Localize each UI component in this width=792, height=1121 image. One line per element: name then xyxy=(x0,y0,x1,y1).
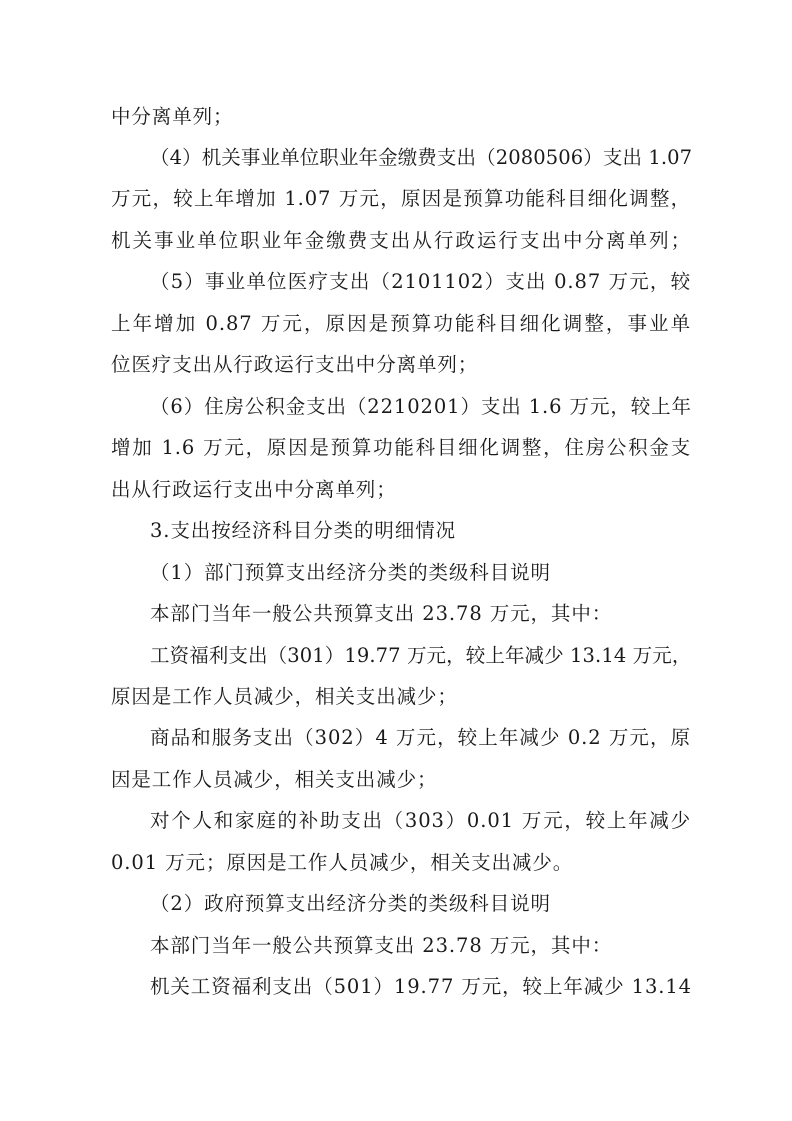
text-line: 机关工资福利支出（501）19.77 万元，较上年减少 13.14 xyxy=(150,975,692,998)
text-line: 万元，较上年增加 1.07 万元，原因是预算功能科目细化调整， xyxy=(111,187,691,210)
text-line: 0.01 万元；原因是工作人员减少，相关支出减少。 xyxy=(111,851,574,874)
text-line: （6）住房公积金支出（2210201）支出 1.6 万元，较上年 xyxy=(150,395,692,418)
text-line: 因是工作人员减少，相关支出减少； xyxy=(111,768,438,791)
text-line: 中分离单列； xyxy=(111,105,234,128)
text-line: 原因是工作人员减少，相关支出减少； xyxy=(111,685,458,708)
text-line: 对个人和家庭的补助支出（303）0.01 万元，较上年减少 xyxy=(150,809,691,832)
text-line: 机关事业单位职业年金缴费支出从行政运行支出中分离单列； xyxy=(111,229,691,252)
text-line: 工资福利支出（301）19.77 万元，较上年减少 13.14 万元， xyxy=(150,644,692,667)
text-line: 增加 1.6 万元，原因是预算功能科目细化调整，住房公积金支 xyxy=(111,436,691,459)
subsection-heading: （2）政府预算支出经济分类的类级科目说明 xyxy=(150,892,551,915)
subsection-heading: （1）部门预算支出经济分类的类级科目说明 xyxy=(150,561,551,584)
text-line: （4）机关事业单位职业年金缴费支出（2080506）支出 1.07 xyxy=(150,146,693,169)
text-line: （5）事业单位医疗支出（2101102）支出 0.87 万元，较 xyxy=(150,270,691,293)
text-line: 商品和服务支出（302）4 万元，较上年减少 0.2 万元，原 xyxy=(150,726,691,749)
text-line: 出从行政运行支出中分离单列； xyxy=(111,478,397,501)
section-heading: 3.支出按经济科目分类的明细情况 xyxy=(150,519,457,542)
text-line: 位医疗支出从行政运行支出中分离单列； xyxy=(111,353,479,376)
text-line: 本部门当年一般公共预算支出 23.78 万元，其中： xyxy=(150,934,613,957)
text-line: 上年增加 0.87 万元，原因是预算功能科目细化调整，事业单 xyxy=(111,312,691,335)
text-line: 本部门当年一般公共预算支出 23.78 万元，其中： xyxy=(150,602,613,625)
